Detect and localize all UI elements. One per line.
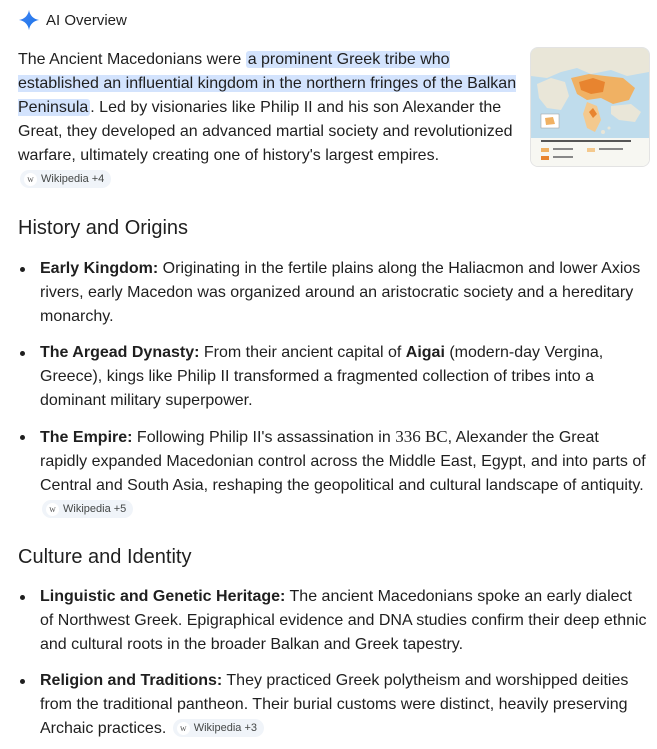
- list-item: [18, 669, 648, 741]
- intro-paragraph: [18, 48, 518, 192]
- item-label: Religion and Traditions:: [40, 672, 223, 689]
- wikipedia-icon: w: [177, 722, 190, 735]
- source-chip-label: Wikipedia +5: [63, 503, 127, 515]
- item-label: Early Kingdom:: [40, 260, 159, 277]
- wikipedia-icon: w: [46, 503, 59, 516]
- source-chip-label: Wikipedia +4: [41, 173, 105, 185]
- section-title-history: History and Origins: [18, 217, 189, 239]
- item-year: 336 BC: [395, 427, 448, 446]
- sparkle-icon: [18, 9, 40, 31]
- header-title: AI Overview: [46, 11, 127, 29]
- source-chip[interactable]: [173, 719, 264, 737]
- item-text: The ancient Macedonians spoke an early dialect of Northwest Greek. Epigraphical evidence and DNA studies confirm their deep ethnic and cultural roots in the broader Balkan and Greek tapestry.: [40, 588, 647, 653]
- source-chip[interactable]: [42, 500, 133, 518]
- map-image: [531, 48, 649, 166]
- list-item: [18, 341, 648, 413]
- intro-text-after: . Led by visionaries like Philip II and his son Alexander the Great, they developed an advanced martial society and revolutionized warfare, ultimately creating one of history's largest empires.: [18, 99, 513, 164]
- item-label: The Argead Dynasty:: [40, 344, 200, 361]
- list-item: [18, 585, 648, 657]
- item-text: Originating in the fertile plains along the Haliacmon and lower Axios rivers, early Macedon was organized around an aristocratic society and a hereditary monarchy.: [40, 260, 641, 325]
- source-chip-label: Wikipedia +3: [193, 722, 258, 734]
- ai-overview-header: [18, 8, 127, 32]
- item-label: Linguistic and Genetic Heritage:: [40, 588, 286, 605]
- item-text: They practiced Greek polytheism and worshipped deities from the traditional pantheon. Their burial customs were distinct, heavily preserving Archaic practices.: [40, 672, 629, 737]
- intro-highlight[interactable]: a prominent Greek tribe who established an influential kingdom in the northern fringes of the Balkan Peninsula: [18, 51, 517, 116]
- section-title-culture: Culture and Identity: [18, 546, 192, 568]
- item-text: Following Philip II's assassination in: [132, 429, 396, 446]
- list-item: [18, 425, 648, 522]
- history-list: [18, 257, 648, 522]
- item-label: The Empire:: [40, 429, 133, 446]
- intro-text-before: The Ancient Macedonians were: [18, 51, 246, 68]
- item-text: (modern-day Vergina, Greece), kings like Philip II transformed a fragmented collection of tribes into a dominant military superpower.: [40, 344, 604, 409]
- item-text: From their ancient capital of: [199, 344, 406, 361]
- item-text: , Alexander the Great rapidly expanded Macedonian control across the Middle East, Egypt, and into parts of Central and South Asia, reshaping the geopolitical and cultural landscape of antiquity.: [40, 429, 646, 494]
- item-bold-place: Aigai: [405, 344, 445, 361]
- source-chip[interactable]: [20, 170, 111, 188]
- macedon-map-thumbnail[interactable]: [530, 47, 650, 167]
- culture-list: [18, 585, 648, 741]
- list-item: [18, 257, 648, 329]
- wikipedia-icon: w: [24, 173, 37, 186]
